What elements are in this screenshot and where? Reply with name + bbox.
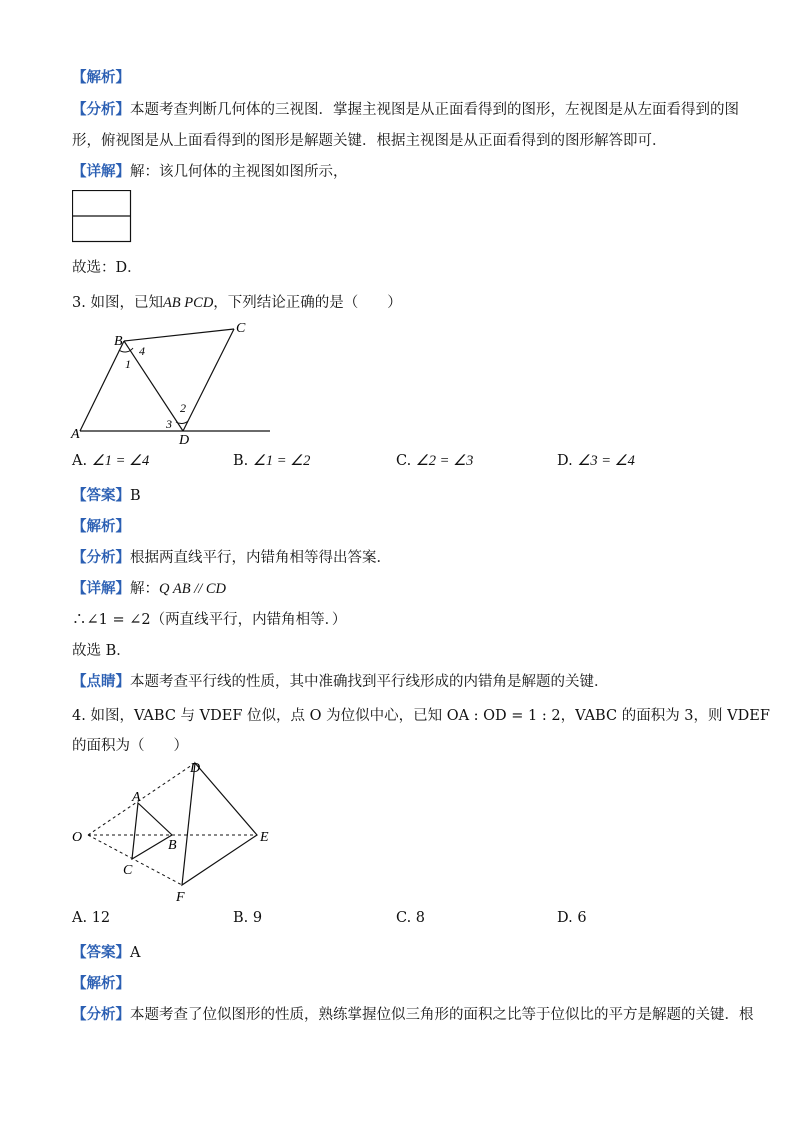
detail-text: 解：该几何体的主视图如图所示， — [130, 164, 348, 180]
q4-triangle-DEF — [182, 763, 257, 885]
analysis-text-line2: 形，俯视图是从上面看得到的图形是解题关键．根据主视图是从正面看得到的图形解答即可． — [72, 133, 667, 149]
analysis-text-line1: 本题考查判断几何体的三视图．掌握主视图是从正面看得到的图形，左视图是从左面看得到的图 — [130, 102, 739, 118]
q3-option-c-key: C. — [396, 453, 412, 469]
q4-stem-line1: 4. 如图，VABC 与 VDEF 位似，点 O 为位似中心，已知 OA : OD = 1 : 2，VABC 的面积为 3，则 VDEF — [72, 708, 770, 724]
q3-analysis-tag: 【分析】 — [72, 550, 130, 566]
q3-option-b-text: ∠1 = ∠2 — [252, 453, 311, 469]
q3-option-d-key: D. — [557, 453, 573, 469]
q4-label-A: A — [132, 790, 141, 805]
q4-option-a-text: 12 — [91, 910, 111, 926]
q4-triangle-ABC — [132, 803, 172, 859]
q3-option-a-text: ∠1 = ∠4 — [91, 453, 150, 469]
q4-label-F: F — [176, 890, 185, 905]
q3-label-A: A — [71, 427, 80, 442]
q4-label-D: D — [190, 761, 201, 776]
q3-option-a — [72, 453, 149, 470]
q3-step: ∴∠1 = ∠2（两直线平行，内错角相等．） — [72, 612, 347, 628]
q4-label-E: E — [260, 830, 269, 845]
q3-option-d-text: ∠3 = ∠4 — [577, 453, 635, 469]
choice-statement: 故选：D． — [72, 260, 142, 276]
q3-label-B: B — [114, 334, 123, 349]
analysis-paragraph — [72, 98, 739, 119]
q4-option-d-text: 6 — [577, 910, 587, 926]
q3-option-b-key: B. — [233, 453, 249, 469]
q3-comment-text: 本题考查平行线的性质，其中准确找到平行线形成的内错角是解题的关键． — [130, 674, 609, 690]
detail-tag: 【详解】 — [72, 164, 130, 180]
q3-answer-value: B — [130, 488, 141, 504]
q3-option-a-key: A. — [72, 453, 88, 469]
q3-detail-tag: 【详解】 — [72, 581, 130, 597]
q4-figure — [66, 756, 281, 906]
q3-line-BD — [124, 341, 183, 431]
q3-option-c — [396, 453, 473, 470]
q3-label-2: 2 — [180, 401, 186, 415]
q3-label-4: 4 — [139, 344, 145, 358]
q3-stem-suffix: ，下列结论正确的是（ ） — [213, 295, 402, 311]
q3-stem-prefix: 3. 如图，已知 — [72, 295, 163, 311]
q3-stem-math: AB PCD — [162, 295, 214, 311]
q4-option-c-text: 8 — [415, 910, 426, 926]
q3-stem — [72, 291, 402, 312]
q4-option-b-key: B. — [233, 910, 249, 926]
q3-line-AB — [80, 341, 124, 431]
q3-label-3: 3 — [166, 417, 172, 431]
q3-option-d — [557, 453, 635, 470]
q3-label-C: C — [236, 321, 246, 336]
q3-label-D: D — [179, 433, 190, 448]
q4-option-b-text: 9 — [252, 910, 263, 926]
q4-analysis — [72, 1003, 754, 1024]
q3-option-b — [233, 453, 310, 470]
q4-option-d-key: D. — [557, 910, 573, 926]
q3-option-c-text: ∠2 = ∠3 — [415, 453, 474, 469]
q3-answer-tag: 【答案】 — [72, 488, 130, 504]
q3-line-BC — [124, 329, 234, 341]
q4-option-c-key: C. — [396, 910, 412, 926]
q4-dashed-OD — [88, 763, 195, 835]
q4-answer-tag: 【答案】 — [72, 945, 130, 961]
detail-paragraph — [72, 160, 348, 181]
q4-option-a — [72, 910, 110, 926]
analysis-tag: 【分析】 — [72, 102, 130, 118]
q3-answer — [72, 484, 141, 505]
q3-analysis-heading: 【解析】 — [72, 519, 130, 535]
q3-analysis — [72, 546, 391, 567]
q3-detail-prefix: 解： — [130, 581, 159, 597]
q3-label-1: 1 — [125, 357, 131, 371]
q4-option-c — [396, 910, 425, 926]
q3-detail-math: Q AB // CD — [159, 581, 226, 597]
q4-analysis-heading: 【解析】 — [72, 976, 130, 992]
q4-answer — [72, 941, 140, 962]
q4-label-O: O — [72, 830, 83, 845]
q3-comment-tag: 【点睛】 — [72, 674, 130, 690]
q3-analysis-text: 根据两直线平行，内错角相等得出答案． — [130, 550, 391, 566]
q3-figure — [66, 318, 276, 448]
q4-option-a-key: A. — [72, 910, 88, 926]
front-view-figure — [72, 190, 132, 244]
q4-label-B: B — [168, 838, 177, 853]
q4-label-C: C — [123, 863, 133, 878]
q3-line-CD — [183, 329, 234, 431]
q4-answer-value: A — [130, 945, 141, 961]
q3-comment — [72, 670, 609, 691]
q4-option-b — [233, 910, 262, 926]
q4-analysis-tag: 【分析】 — [72, 1007, 130, 1023]
q3-choice-statement: 故选 B． — [72, 643, 131, 659]
analysis-heading: 【解析】 — [72, 70, 130, 86]
q3-detail — [72, 577, 226, 598]
q4-option-d — [557, 910, 587, 926]
q4-analysis-text: 本题考查了位似图形的性质，熟练掌握位似三角形的面积之比等于位似比的平方是解题的关键．根 — [130, 1007, 754, 1023]
q4-stem-line2: 的面积为（ ） — [72, 738, 188, 754]
